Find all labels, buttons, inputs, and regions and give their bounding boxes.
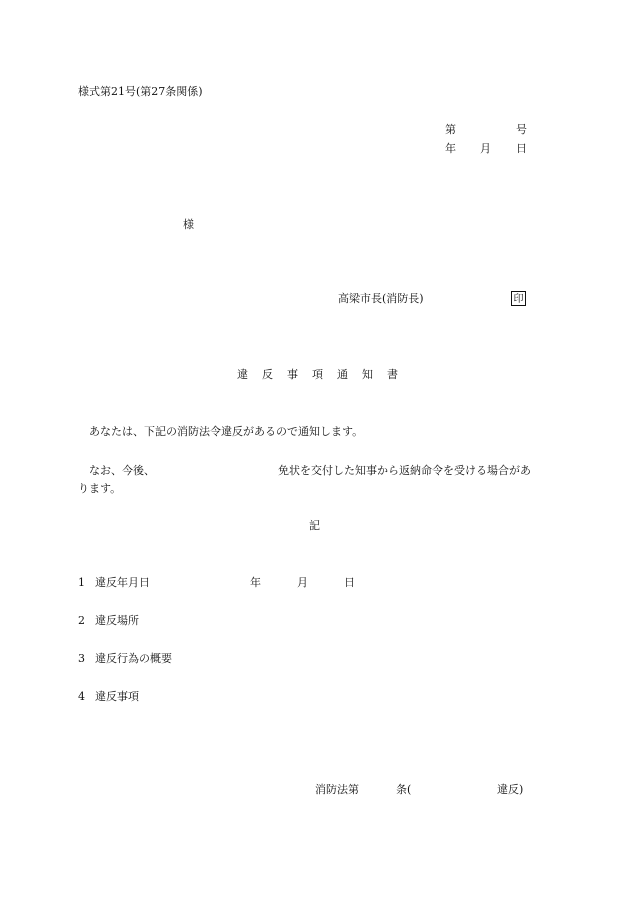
item-2-num: 2 [78,614,85,627]
addressee-suffix: 様 [183,218,194,231]
ki-label: 記 [309,519,320,532]
header-year: 年 [445,142,456,155]
sender-name: 高梁市長(消防長) [338,292,424,305]
footer-violation: 違反) [497,783,524,796]
footer-law-prefix: 消防法第 [315,783,359,796]
item-1-year: 年 [250,576,261,589]
header-month: 月 [480,142,491,155]
body-paragraph-2-start: なお、今後、 [89,464,155,477]
title-char: 違 [237,368,248,381]
item-1-num: 1 [78,576,85,589]
item-1-day: 日 [344,576,355,589]
title-char: 反 [262,368,273,381]
body-paragraph-1: あなたは、下記の消防法令違反があるので通知します。 [89,425,364,438]
footer-article: 条( [396,783,412,796]
title-char: 書 [387,368,398,381]
document-title [237,369,398,380]
body-paragraph-2-end: ります。 [78,482,122,495]
item-4-num: 4 [78,690,85,703]
title-char: 通 [337,368,348,381]
item-1-label: 違反年月日 [95,576,150,589]
item-3-label: 違反行為の概要 [95,652,172,665]
form-number: 様式第21号(第27条関係) [78,85,203,98]
item-4-label: 違反事項 [95,690,139,703]
item-1-month: 月 [297,576,308,589]
seal-stamp: 印 [511,291,526,306]
title-char: 事 [287,368,298,381]
header-day: 日 [516,142,527,155]
title-char: 項 [312,368,323,381]
title-char: 知 [362,368,373,381]
item-3-num: 3 [78,652,85,665]
body-paragraph-2-middle: 免状を交付した知事から返納命令を受ける場合があ [278,464,531,477]
item-2-label: 違反場所 [95,614,139,627]
header-go: 号 [516,123,527,136]
header-dai: 第 [445,123,456,136]
